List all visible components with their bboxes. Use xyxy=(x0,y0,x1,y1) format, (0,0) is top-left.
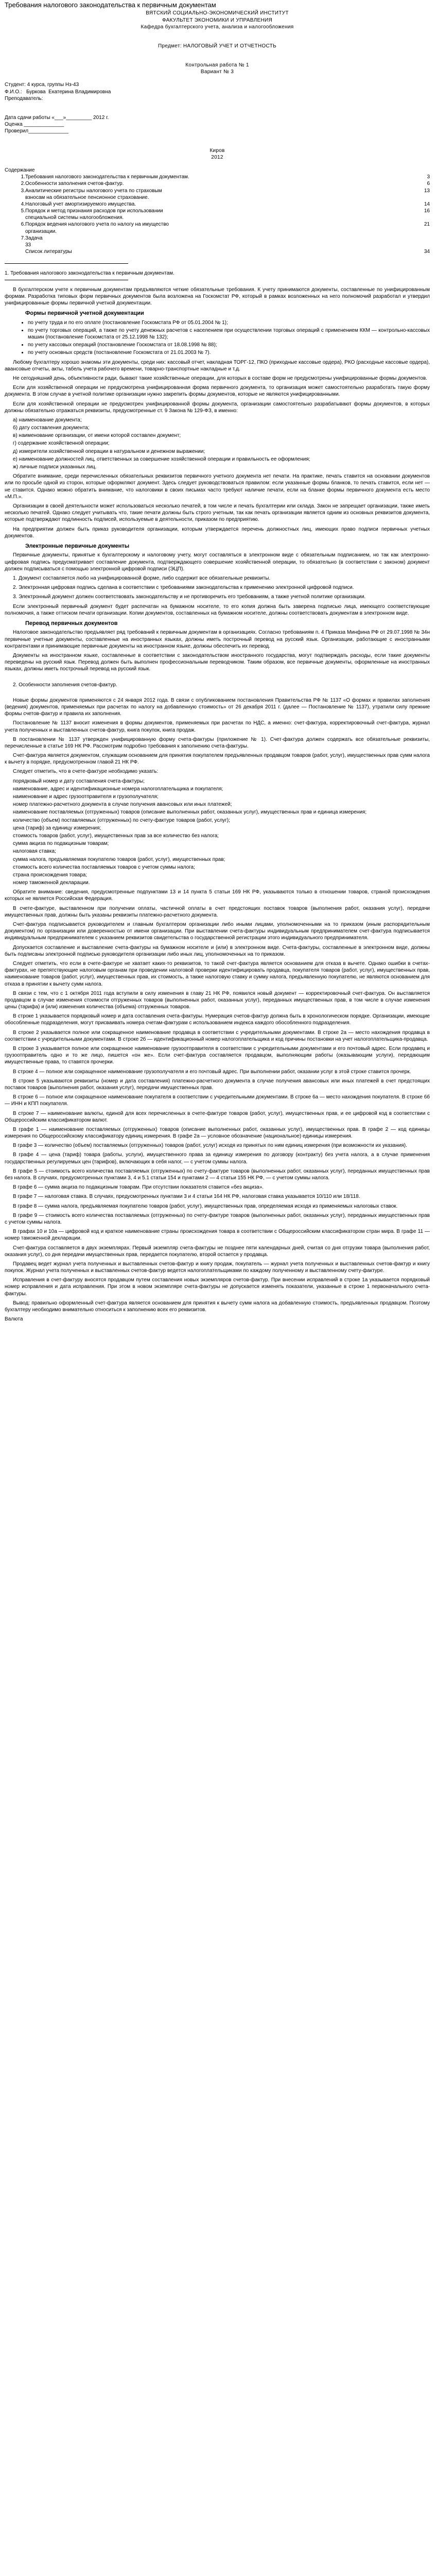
list-item: д) измерители хозяйственной операции в натуральном и денежном выражении; xyxy=(13,448,205,454)
list-item: г) содержание хозяйственной операции; xyxy=(13,440,110,447)
list-item: сумма акциза по подакцизным товарам; xyxy=(13,841,109,847)
paragraph: Если электронный первичный документ будет распечатан на бумажном носителе, то его копия должна быть заверена подписью лица, имеющего соответствующие полномочия, а также оттиском печати организации. Копии документов, составленных на бумажном носителе, должны соответствовать документам в электронном виде. xyxy=(5,603,430,616)
paragraph: Первичные документы, принятые к бухгалтерскому и налоговому учету, могут составляться в электронном виде с обязательным подписанием, но так как электронно-цифровая подпись предусматривает составление документа, подтверждающего совершение хозяйственной операции, то обязательно (в соответствии с законом) документ должен подписываться с помощью электронной цифровой подписи (ЭЦП). xyxy=(5,552,430,572)
list-item: стоимость товаров (работ, услуг), имущественных прав за все количество без налога; xyxy=(13,833,219,839)
toc-item-page: 3 xyxy=(427,174,430,180)
paragraph: Не сегодняшний день, объективности ради, бывают такие хозяйственные операции, для которых в составе форм не предусмотрены унифицированные формы документов. xyxy=(13,375,427,381)
paragraph: 2. Электронная цифровая подпись сделана в соответствии с требованиями законодательства к применению электронной цифровой подписи. xyxy=(13,585,354,591)
invoice-requisites-list xyxy=(5,778,430,887)
toc-item-page: 34 xyxy=(424,249,430,255)
paragraph: В бухгалтерском учете к первичным документам предъявляются четкие обязательные требования. К учету принимаются документы, составленные по унифицированным формам. Разработка типовых форм первичных документов была возложена на Госкомстат РФ, который в рамках возложенных на него полномочий разработал и утвердил унифицированные формы первичной учетной документации. xyxy=(5,286,430,306)
student-line: Студент: 4 курса, группы Нз-43 xyxy=(5,82,79,88)
paragraph: Постановление № 1137 вносит изменения в формы документов, применяемых при расчетах по НДС, а именно: счет-фактура, корректировочный счет-фактура, журнал учета полученных и выставленных счетов-фактур, книга покупок, книга продаж. xyxy=(5,720,430,733)
list-item: наименование поставляемых (отгруженных) товаров (описание выполненных работ, оказанных услуг), имущественных прав и единица измерения; xyxy=(13,809,367,816)
paragraph: В строке 4 — полное или сокращенное наименование грузополучателя и его почтовый адрес. При выполнении работ, оказании услуг в этой строке ставится прочерк. xyxy=(13,1069,411,1075)
paragraph: Следует отметить, что если в счете-фактуре не хватает каких-то реквизитов, то такой счет-фактура является основанием для отказа в вычете. Однако ошибки в счетах-фактурах, не препятствующие налоговым органам при проведении налоговой проверки идентифицировать продавца, покупателя товаров (работ, услуг), имущественных прав, наименование товаров (работ, услуг), имущественных прав, их стоимость, а также налоговую ставку и сумму налога, предъявленную покупателю, не являются основанием для отказа в принятии к вычету сумм налога. xyxy=(5,960,430,987)
list-item: • по учету труда и по его оплате (постановление Госкомстата РФ от 05.01.2004 № 1); xyxy=(28,319,430,326)
toc-item-number: 6. xyxy=(21,222,25,228)
title-page xyxy=(5,10,430,161)
list-item: в) наименование организации, от имени которой составлен документ; xyxy=(13,433,181,439)
subject-line: Предмет: НАЛОГОВЫЙ УЧЕТ И ОТЧЕТНОСТЬ xyxy=(158,43,276,49)
paragraph: Новые формы документов применяются с 24 января 2012 года. В связи с опубликованием постановления Правительства РФ № 1137 «О формах и правилах заполнения (ведения) документов, применяемых при расчетах по налогу на добавленную стоимость» от 26 декабря 2011 г. (далее — Постановление № 1137), утратили силу прежние формы счетов-фактур и правила их заполнения. xyxy=(5,697,430,717)
list-item: порядковый номер и дату составления счета-фактуры; xyxy=(13,778,145,784)
toc-item-text: Особенности заполнения счетов-фактур. xyxy=(25,181,124,187)
toc-item-text: Налоговый учет амортизируемого имущества. xyxy=(25,201,136,207)
paragraph: В графе 7 — налоговая ставка. В случаях, предусмотренных пунктами 3 и 4 статьи 164 НК РФ, налоговая ставка указывается 10/110 или 18/118. xyxy=(13,1194,360,1200)
variant-line: Вариант № 3 xyxy=(200,69,234,75)
paragraph: Допускается составление и выставление счета-фактуры на бумажном носителе и (или) в электронном виде. Счета-фактуры, составленные в электронном виде, должны быть подписаны электронной подписью руководителя организации либо иных лиц, уполномоченных на то приказом. xyxy=(5,944,430,957)
toc-item-text: Порядок и метод признания расходов при использовании xyxy=(25,208,163,214)
toc-item[interactable] xyxy=(5,194,430,201)
paragraph: Валюта xyxy=(5,1316,23,1323)
toc-item-number: 3. xyxy=(21,188,25,194)
toc-item[interactable] xyxy=(5,201,430,208)
toc-item-text: Аналитические регистры налогового учета по страховым xyxy=(25,188,162,194)
toc-item[interactable] xyxy=(5,242,430,248)
list-item: стоимость всего количества поставляемых товаров с учетом суммы налога; xyxy=(13,864,195,870)
toc-item-number: 4. xyxy=(21,201,25,207)
list-item: ж) личные подписи указанных лиц. xyxy=(13,464,97,470)
toc-item[interactable] xyxy=(5,180,430,187)
toc-item-text: взносам на обязательное пенсионное страхование. xyxy=(25,194,149,200)
toc-item[interactable] xyxy=(5,221,430,228)
list-item: а) наименование документа; xyxy=(13,417,82,423)
toc-item-text: 33 xyxy=(25,242,31,248)
grade-line: Оценка ______________ xyxy=(5,122,64,128)
paragraph: Счет-фактура составляется в двух экземплярах. Первый экземпляр счета-фактуры не позднее пяти календарных дней, считая со дня отгрузки товара (выполнения работ, оказания услуг), со дня передачи имущественных прав, передается покупателю, второй остается у продавца. xyxy=(5,1245,430,1258)
list-item: номер таможенной декларации. xyxy=(13,880,90,886)
paragraph: В графе 4 — цена (тариф) товара (работы, услуги), имущественного права за единицу измерения по договору (контракту) без учета налога, а в случае применения государственных регулируемых цен (тарифов), включающих в себя налог, — с учетом суммы налога. xyxy=(5,1152,430,1165)
list-item: • по учету кассовых операций (постановление Госкомстата от 18.08.1998 № 88); xyxy=(28,342,430,348)
paragraph: В строке 6 — полное или сокращенное наименование покупателя в соответствии с учредительными документами. В строке 6а — место нахождения покупателя. В строке 6б — ИНН и КПП покупателя. xyxy=(5,1094,430,1107)
paragraph: Документы на иностранном языке, составленные в соответствии с законодательством иностранного государства, могут подтверждать расходы, если такие документы переведены на русский язык. Перевод должен быть выполнен профессиональным переводчиком. Таким образом, все первичные документы, оформленные на иностранных языках, должны иметь построчный перевод на русский язык. xyxy=(5,653,430,672)
toc-item-text: организации. xyxy=(25,228,57,234)
section-2 xyxy=(5,682,430,1323)
paragraph: В строке 7 — наименование валюты, единой для всех перечисленных в счете-фактуре товаров (работ, услуг), имущественных прав, и ее цифровой код в соответствии с Общероссийским классификатором валют. xyxy=(5,1110,430,1123)
work-title: Контрольная работа № 1 xyxy=(185,62,249,69)
teacher-line: Преподаватель: xyxy=(5,95,43,101)
toc-item-number: 2. xyxy=(21,181,25,187)
paragraph: Счет-фактура подписывается руководителем и главным бухгалтером организации либо иными лицами, уполномоченными на то приказом (иным распорядительным документом) по организации или доверенностью от имени организации. При выставлении счета-фактуры индивидуальным предпринимателем счет-фактура подписывается индивидуальным предпринимателем с указанием реквизитов свидетельства о государственной регистрации этого индивидуального предпринимателя. xyxy=(5,922,430,941)
toc-item-page: 16 xyxy=(424,208,430,214)
paragraph: Если для хозяйственной операции не предусмотрен унифицированной формы документа, организации самостоятельно разрабатывают формы документов, в которых должны обязательно отражаться реквизиты, предусмотренные ст. 9 Закона № 129-ФЗ, в именно: xyxy=(5,401,430,414)
toc-list xyxy=(5,174,430,255)
paragraph: В связи с тем, что с 1 октября 2011 года вступили в силу изменения в главу 21 НК РФ, появился новый документ — корректировочный счет-фактура. Он выставляется продавцом в случае изменения стоимости отгруженных товаров (выполненных работ, оказанных услуг), переданных имущественных прав, в том числе в случае изменения цены (тарифа) и (или) изменения количества (объема) отгруженных товаров. xyxy=(5,990,430,1010)
toc-item-text: Список литературы xyxy=(25,249,72,255)
subsection-heading: Перевод первичных документов xyxy=(25,620,118,626)
fio-line: Ф.И.О.: Буркова Екатерина Владимировна xyxy=(5,89,111,95)
paragraph: 3. Электронный документ должен соответствовать законодательству и не противоречить его требованиям, а также учетной политике организации. xyxy=(13,594,366,600)
paragraph: В графе 1 — наименование поставляемых (отгруженных) товаров (описание выполненных работ, оказанных услуг), имущественных прав. В графе 2 — код единицы измерения по Общероссийскому классификатору единиц измерения. В графе 2а — условное обозначение (национальное) единицы измерения. xyxy=(5,1126,430,1140)
toc-item[interactable] xyxy=(5,174,430,180)
toc-item[interactable] xyxy=(5,228,430,235)
toc-heading: Содержание xyxy=(5,167,35,173)
subsection-heading: Формы первичной учетной документации xyxy=(25,310,144,317)
paragraph: Счет-фактура является документом, служащим основанием для принятия покупателем предъявленных продавцом товаров (работ, услуг), имущественных прав сумм налога к вычету в порядке, предусмотренном главой 21 НК РФ. xyxy=(5,753,430,766)
toc-item-number: 7. xyxy=(21,235,25,241)
paragraph: Налоговое законодательство предъявляет ряд требований к первичным документам в организациях. Согласно требованиям п. 4 Приказа Минфина РФ от 29.07.1998 № 34н первичные учетные документы, составленные на иностранных языках, должны иметь построчный перевод на русский язык. Организации, работающие с иностранными контрагентами и принимающие первичные документы на иностранном языке, должны обеспечить их перевод. xyxy=(5,630,430,649)
toc-item-text: Задача xyxy=(25,235,43,241)
toc-item-text: Порядок ведения налогового учета по налогу на имущество xyxy=(25,222,169,228)
list-item: количество (объем) поставляемых (отгруженных) по счету-фактуре товаров (работ, услуг); xyxy=(13,817,230,823)
list-item: б) дату составления документа; xyxy=(13,425,90,431)
table-of-contents xyxy=(5,167,430,255)
list-item: наименование и адрес грузоотправителя и грузополучателя; xyxy=(13,794,159,800)
list-item: страна происхождения товара; xyxy=(13,872,88,878)
faculty-name: ФАКУЛЬТЕТ ЭКОНОМИКИ И УПРАВЛЕНИЯ xyxy=(162,17,272,23)
list-item: цена (тариф) за единицу измерения; xyxy=(13,825,101,831)
city-line: Киров xyxy=(210,147,225,154)
list-item: наименование, адрес и идентификационные номера налогоплательщика и покупателя; xyxy=(13,786,223,792)
section-1 xyxy=(5,270,430,672)
subsection-heading: Электронные первичные документы xyxy=(25,543,130,549)
requisites-list xyxy=(5,417,430,470)
toc-item-number: 5. xyxy=(21,208,25,214)
page-title: Требования налогового законодательства к первичным документам xyxy=(5,1,216,9)
toc-item[interactable] xyxy=(5,248,430,255)
paragraph: В графе 9 — стоимость всего количества поставляемых (отгруженных) по счету-фактуре товаров (выполненных работ, оказанных услуг), переданных имущественных прав с учетом суммы налога. xyxy=(5,1212,430,1225)
paragraph: В строке 2 указывается полное или сокращенное наименование продавца в соответствии с учредительными документами. В строке 2а — место нахождения продавца в соответствии с учредительными документами. В строке 2б — идентификационный номер налогоплательщика и код причины постановки на учет налогоплательщика-продавца. xyxy=(5,1029,430,1042)
date-line: Дата сдачи работы «___»_________ 2012 г. xyxy=(5,115,109,121)
paragraph: В графе 5 — стоимость всего количества поставляемых (отгруженных) по счету-фактуре товаров (выполненных работ, оказанных услуг), переданных имущественных прав без налога. В случаях, предусмотренных пунктами 3, 4 и 5.1 статьи 154 и пунктами 2 — 4 статьи 155 НК РФ, — с учетом суммы налога. xyxy=(5,1168,430,1181)
toc-item[interactable] xyxy=(5,188,430,194)
toc-item[interactable] xyxy=(5,208,430,214)
list-item: е) наименование должностей лиц, ответственных за совершение хозяйственной операции и правильность ее оформления; xyxy=(13,456,310,462)
list-item: налоговая ставка; xyxy=(13,849,56,855)
paragraph: В графе 6 — сумма акциза по подакцизным товарам. При отсутствии показателя ставится «без акциза». xyxy=(13,1184,264,1191)
forms-list xyxy=(5,319,430,357)
paragraph: Вывод: правильно оформленный счет-фактура является основанием для принятия к вычету сумм налога на добавленную стоимость, предъявленных продавцом. Поэтому бухгалтеру необходимо внимательно относиться к заполнению всех его реквизитов. xyxy=(5,1300,430,1313)
toc-item-number: 1. xyxy=(21,174,25,180)
paragraph: В графах 10 и 10а — цифровой код и краткое наименование страны происхождения товара в соответствии с Общероссийским классификатором стран мира. В графе 11 — номер таможенной декларации. xyxy=(5,1229,430,1242)
paragraph: В постановлении № 1137 утвержден унифицированную форму счета-фактуры (приложение № 1). Счет-фактура должен содержать все обязательные реквизиты, перечисленные в статье 169 НК РФ. Рассмотрим подробно требования к заполнению счета-фактуры. xyxy=(5,736,430,749)
toc-item[interactable] xyxy=(5,214,430,221)
paragraph: Любому бухгалтеру хорошо знакомы эти документы, среди них: кассовый отчет, накладная ТОРГ-12, ПКО (приходные кассовые ордера), РКО (расходные кассовые ордера), авансовые отчеты, акты, табель учета рабочего времени, товарно-транспортные накладные и т.д. xyxy=(5,359,430,372)
toc-item[interactable] xyxy=(5,235,430,242)
department-name: Кафедра бухгалтерского учета, анализа и налогообложения xyxy=(141,24,294,30)
paragraph: Организации в своей деятельности может использоваться несколько печатей, в том числе и печать бухгалтерии или склада. Закон не запрещает организации, также иметь несколько печатей. Однако следует учитывать что, такие печати должны быть строго учетным, так как печать организации является одним из основных реквизитов документа, которые подтверждают подлинность подписей, используемые в деятельности, приказом по предприятию. xyxy=(5,503,430,523)
checked-line: Проверил______________ xyxy=(5,128,68,134)
list-item: номер платежно-расчетного документа в случае получения авансовых или иных платежей; xyxy=(13,802,232,808)
paragraph: Продавец ведет журнал учета полученных и выставленных счетов-фактур и книгу продаж, покупатель — журнал учета полученных и выставленных счетов-фактур и книгу покупок. Журнал учета полученных и выставленных счетов-фактур ведется налогоплательщиками по каждому полученному и выставленному счету-фактуре. xyxy=(5,1261,430,1274)
paragraph: В графе 3 — количество (объем) поставляемых (отгруженных) товаров (работ, услуг) исходя из принятых по ним единиц измерения (при возможности их указания). xyxy=(13,1143,407,1149)
year-line: 2012 xyxy=(211,154,223,160)
list-item: • по учету основных средств (постановление Госкомстата от 21.01.2003 № 7). xyxy=(28,349,430,356)
toc-item-text: специальной системы налогообложения. xyxy=(25,215,124,221)
institute-name: ВЯТСКИЙ СОЦИАЛЬНО-ЭКОНОМИЧЕСКИЙ ИНСТИТУТ xyxy=(146,10,289,16)
list-item: сумма налога, предъявляемая покупателю товаров (работ, услуг), имущественных прав; xyxy=(13,856,225,862)
divider xyxy=(5,263,128,264)
list-item: • по учету торговых операций, а также по учету денежных расчетов с населением при осуществлении торговых операций с применением ККМ — контрольно-кассовых машин (постановление Госкомстата от 25.12.1998 № 132); xyxy=(28,327,430,341)
paragraph: В строке 5 указываются реквизиты (номер и дата составления) платежно-расчетного документа в случае получения авансовых или иных платежей в счет предстоящих поставок товаров (выполнения работ, оказания услуг), передачи имущественных прав. xyxy=(5,1078,430,1091)
section-heading: 1. Требования налогового законодательства к первичным документам. xyxy=(5,270,175,277)
paragraph: 1. Документ составляется любо на унифицированной форме, либо содержит все обязательные реквизиты. xyxy=(13,575,271,581)
paragraph: Обратите внимание, среди перечисленных обязательных реквизитов первичного учетного документа нет печати. На практике, печать ставится на основании документов или по просьбе одной из сторон, которые оформляют документ. Здесь следует руководствоваться правилом: если указанные формы бланков, то печать ставится, если нет — не ставится. Однако можно обратить внимание, что налоговики в своих письмах часто требуют наличие печати, если на бланке формы первичного документа есть место «М.П.». xyxy=(5,473,430,500)
paragraph: На предприятии должен быть приказ руководителя организации, которым утверждается перечень должностных лиц, имеющих право подписи первичных учетных документов. xyxy=(5,526,430,539)
toc-item-page: 13 xyxy=(424,188,430,194)
paragraph: Следует отметить, что в счете-фактуре необходимо указать: xyxy=(13,769,159,775)
paragraph: В счете-фактуре, выставленном при получении оплаты, частичной оплаты в счет предстоящих поставок товаров (выполнения работ, оказания услуг), передачи имущественных прав, должны быть указаны реквизиты платежно-расчетного документа. xyxy=(5,905,430,918)
paragraph: В строке 3 указывается полное или сокращенное наименование грузоотправителя в соответствии с учредительными документами и его почтовый адрес. Если продавец и грузоотправитель одно и то же лицо, пишется «он же». Если счет-фактура составляется продавцом, выполняющим работы (оказывающим услуги), передающим имущественные права, то ставятся прочерки. xyxy=(5,1046,430,1065)
toc-item-page: 14 xyxy=(424,201,430,207)
toc-item-page: 6 xyxy=(427,181,430,187)
section-heading: 2. Особенности заполнения счетов-фактур. xyxy=(13,682,117,688)
paragraph: В строке 1 указывается порядковый номер и дата составления счета-фактуры. Нумерация счетов-фактур должна быть в хронологическом порядке. Организации, имеющие обособленные подразделения, могут присваивать номера счетам-фактурам с использованием индекса каждого обособленного подразделения. xyxy=(5,1013,430,1026)
paragraph: Обратите внимание: сведения, предусмотренные подпунктами 13 и 14 пункта 5 статьи 169 НК РФ, указываются только в отношении товаров, страной происхождения которых не является Российская Федерация. xyxy=(5,889,430,902)
toc-item-page: 21 xyxy=(424,222,430,228)
paragraph: В графе 8 — сумма налога, предъявляемая покупателю товаров (работ, услуг), имущественных прав, определяемая исходя из применяемых налоговых ставок. xyxy=(13,1203,398,1209)
paragraph: Если для хозяйственной операции не предусмотрена унифицированная форма первичного документа, то организация может самостоятельно разработать такую форму документа. В этом случае в учетной политике организации нужно закрепить формы документов, которые не являются унифицированными. xyxy=(5,385,430,398)
paragraph: Исправления в счет-фактуру вносятся продавцом путем составления новых экземпляров счетов-фактур. При внесении исправлений в строке 1а указывается порядковый номер исправления и дата исправления. При этом в новом экземпляре счета-фактуры не допускается изменять показатели, указанные в строке 1 первоначального счета-фактуры. xyxy=(5,1277,430,1297)
toc-item-text: Требования налогового законодательства к первичным документам. xyxy=(25,174,189,180)
